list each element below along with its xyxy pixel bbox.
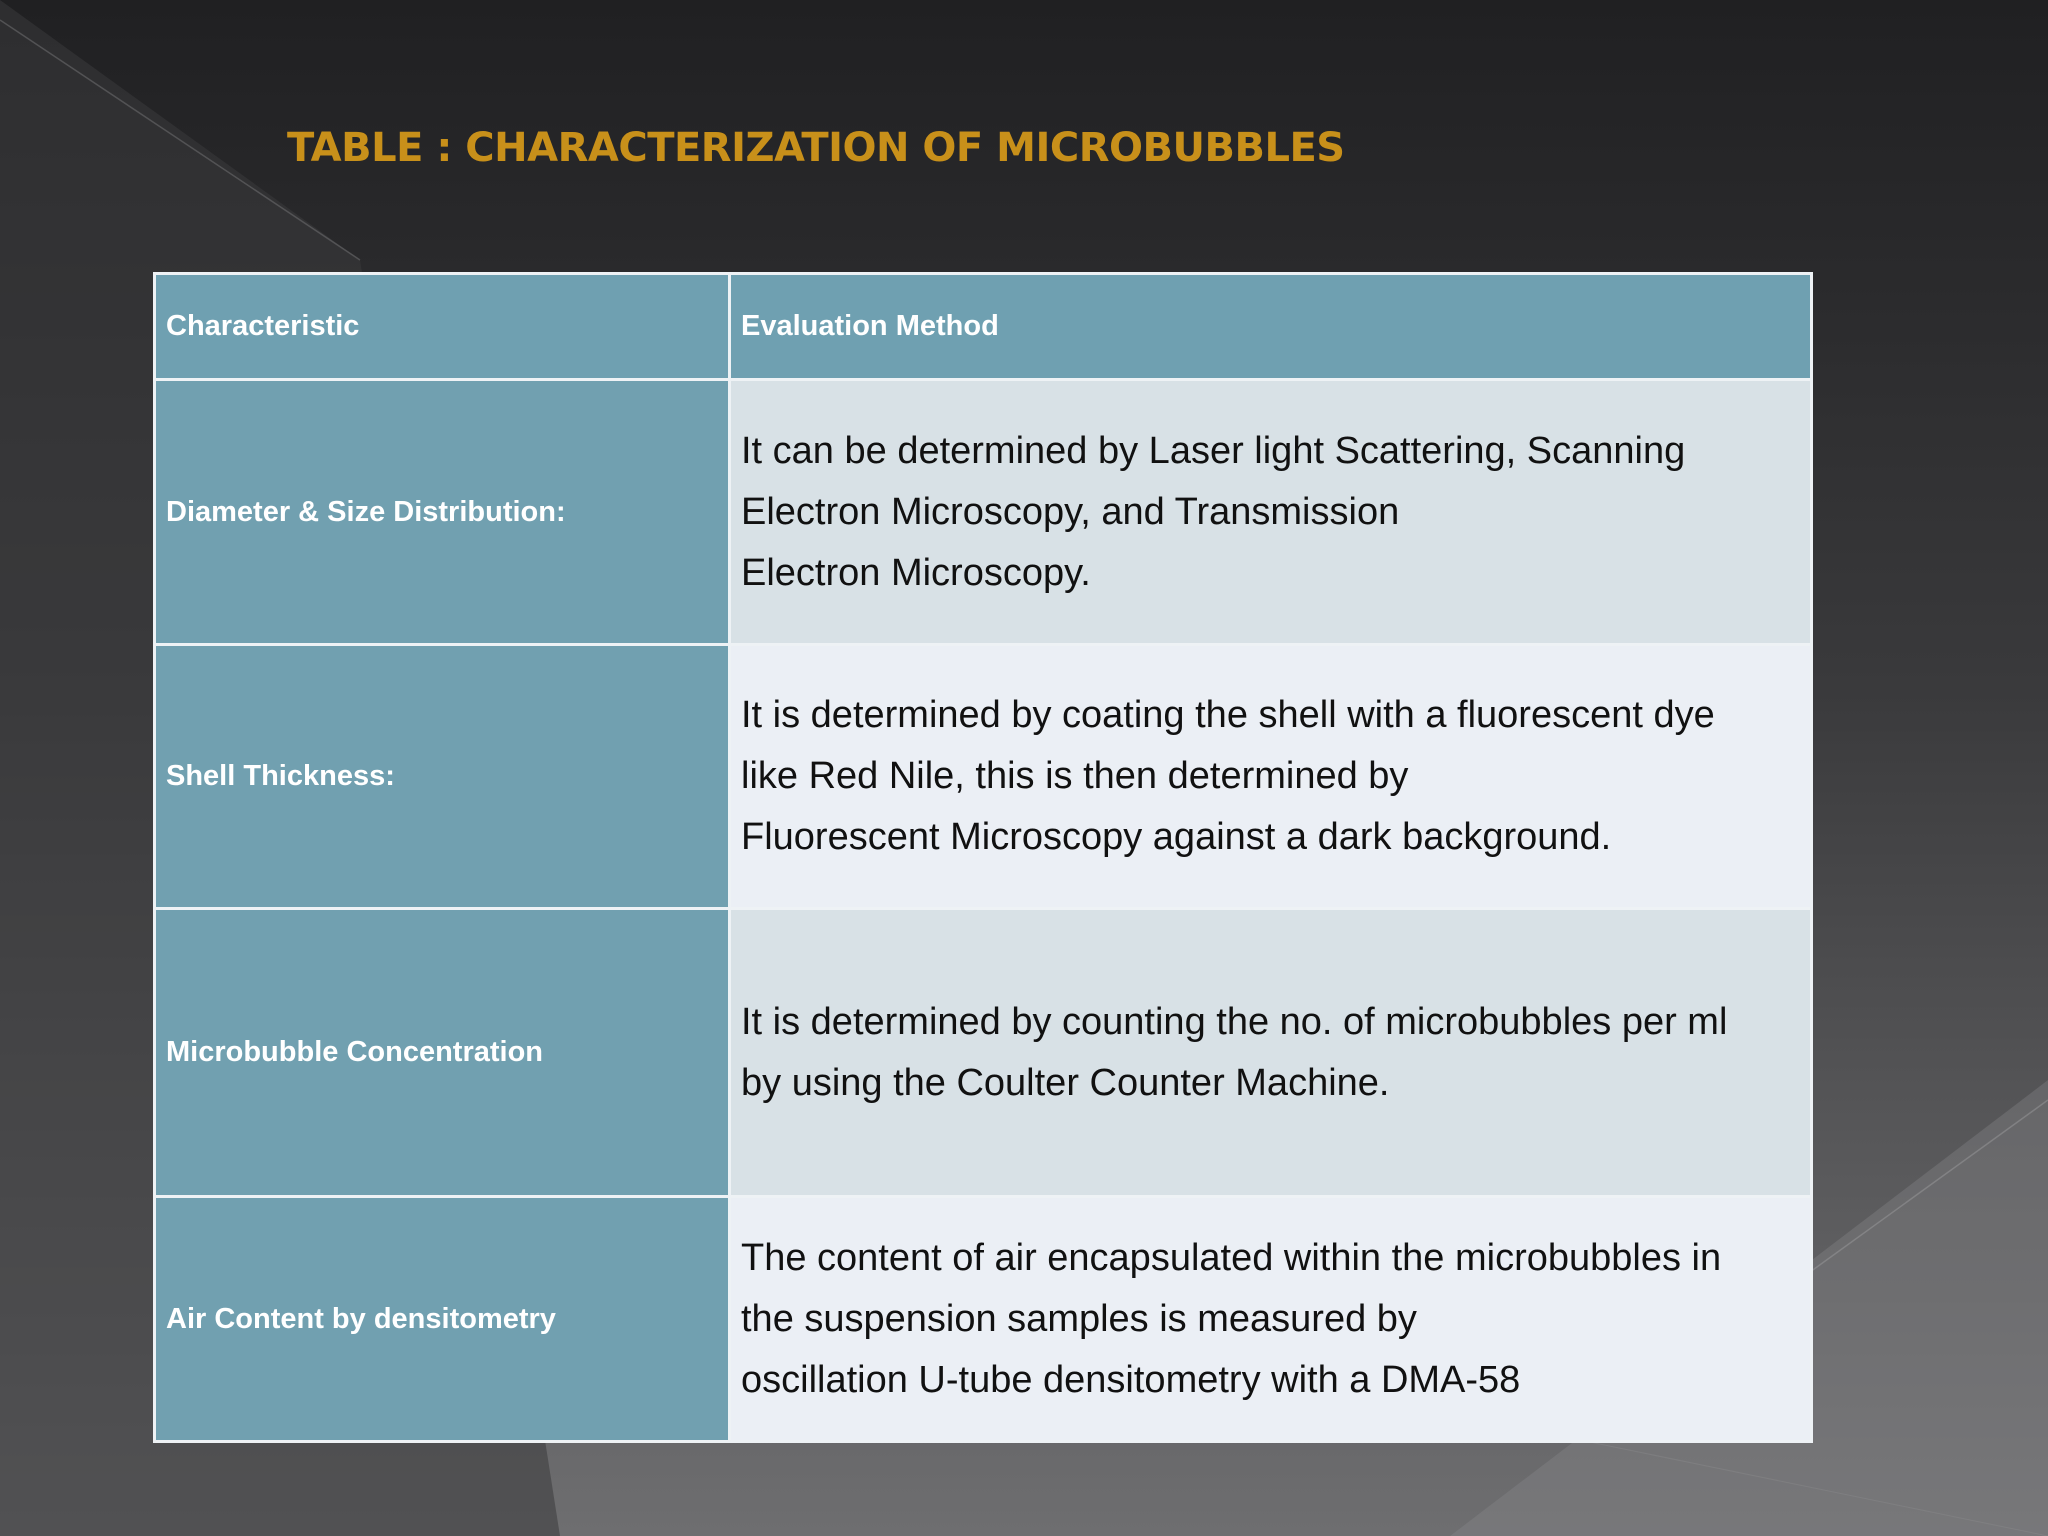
table-row [155,380,1812,645]
evaluation-method-cell [730,645,1812,909]
method-text-line: Electron Microscopy, and Transmission [741,490,1400,533]
method-text-line: The content of air encapsulated within the microbubbles in [741,1236,1722,1279]
table-row [155,1197,1812,1442]
evaluation-method-cell [730,909,1812,1197]
method-text-line: like Red Nile, this is then determined by [741,755,1409,797]
column-header-characteristic: Characteristic [155,274,730,380]
method-text-line: the suspension samples is measured by [741,1297,1417,1340]
method-text-line: It is determined by coating the shell with a fluorescent dye [741,694,1715,736]
evaluation-method-cell [730,380,1812,645]
evaluation-method-cell [730,1197,1812,1442]
characteristic-cell: Microbubble Concentration [155,909,730,1197]
characteristic-cell: Diameter & Size Distribution: [155,380,730,645]
method-text-line: It can be determined by Laser light Scattering, Scanning [741,429,1686,472]
characteristic-cell: Air Content by densitometry [155,1197,730,1442]
method-text-line: Fluorescent Microscopy against a dark background. [741,816,1612,858]
method-text-line: It is determined by counting the no. of microbubbles per ml [741,1000,1728,1043]
slide-title: TABLE : CHARACTERIZATION OF MICROBUBBLES [287,125,1345,171]
table-row [155,645,1812,909]
method-text-line: by using the Coulter Counter Machine. [741,1061,1390,1104]
characteristic-cell: Shell Thickness: [155,645,730,909]
table-row [155,909,1812,1197]
table-header-row [155,274,1812,380]
column-header-evaluation-method: Evaluation Method [730,274,1812,380]
method-text-line: oscillation U-tube densitometry with a DMA-58 [741,1358,1521,1401]
characterization-table [153,272,1813,1443]
method-text-line: Electron Microscopy. [741,551,1091,594]
